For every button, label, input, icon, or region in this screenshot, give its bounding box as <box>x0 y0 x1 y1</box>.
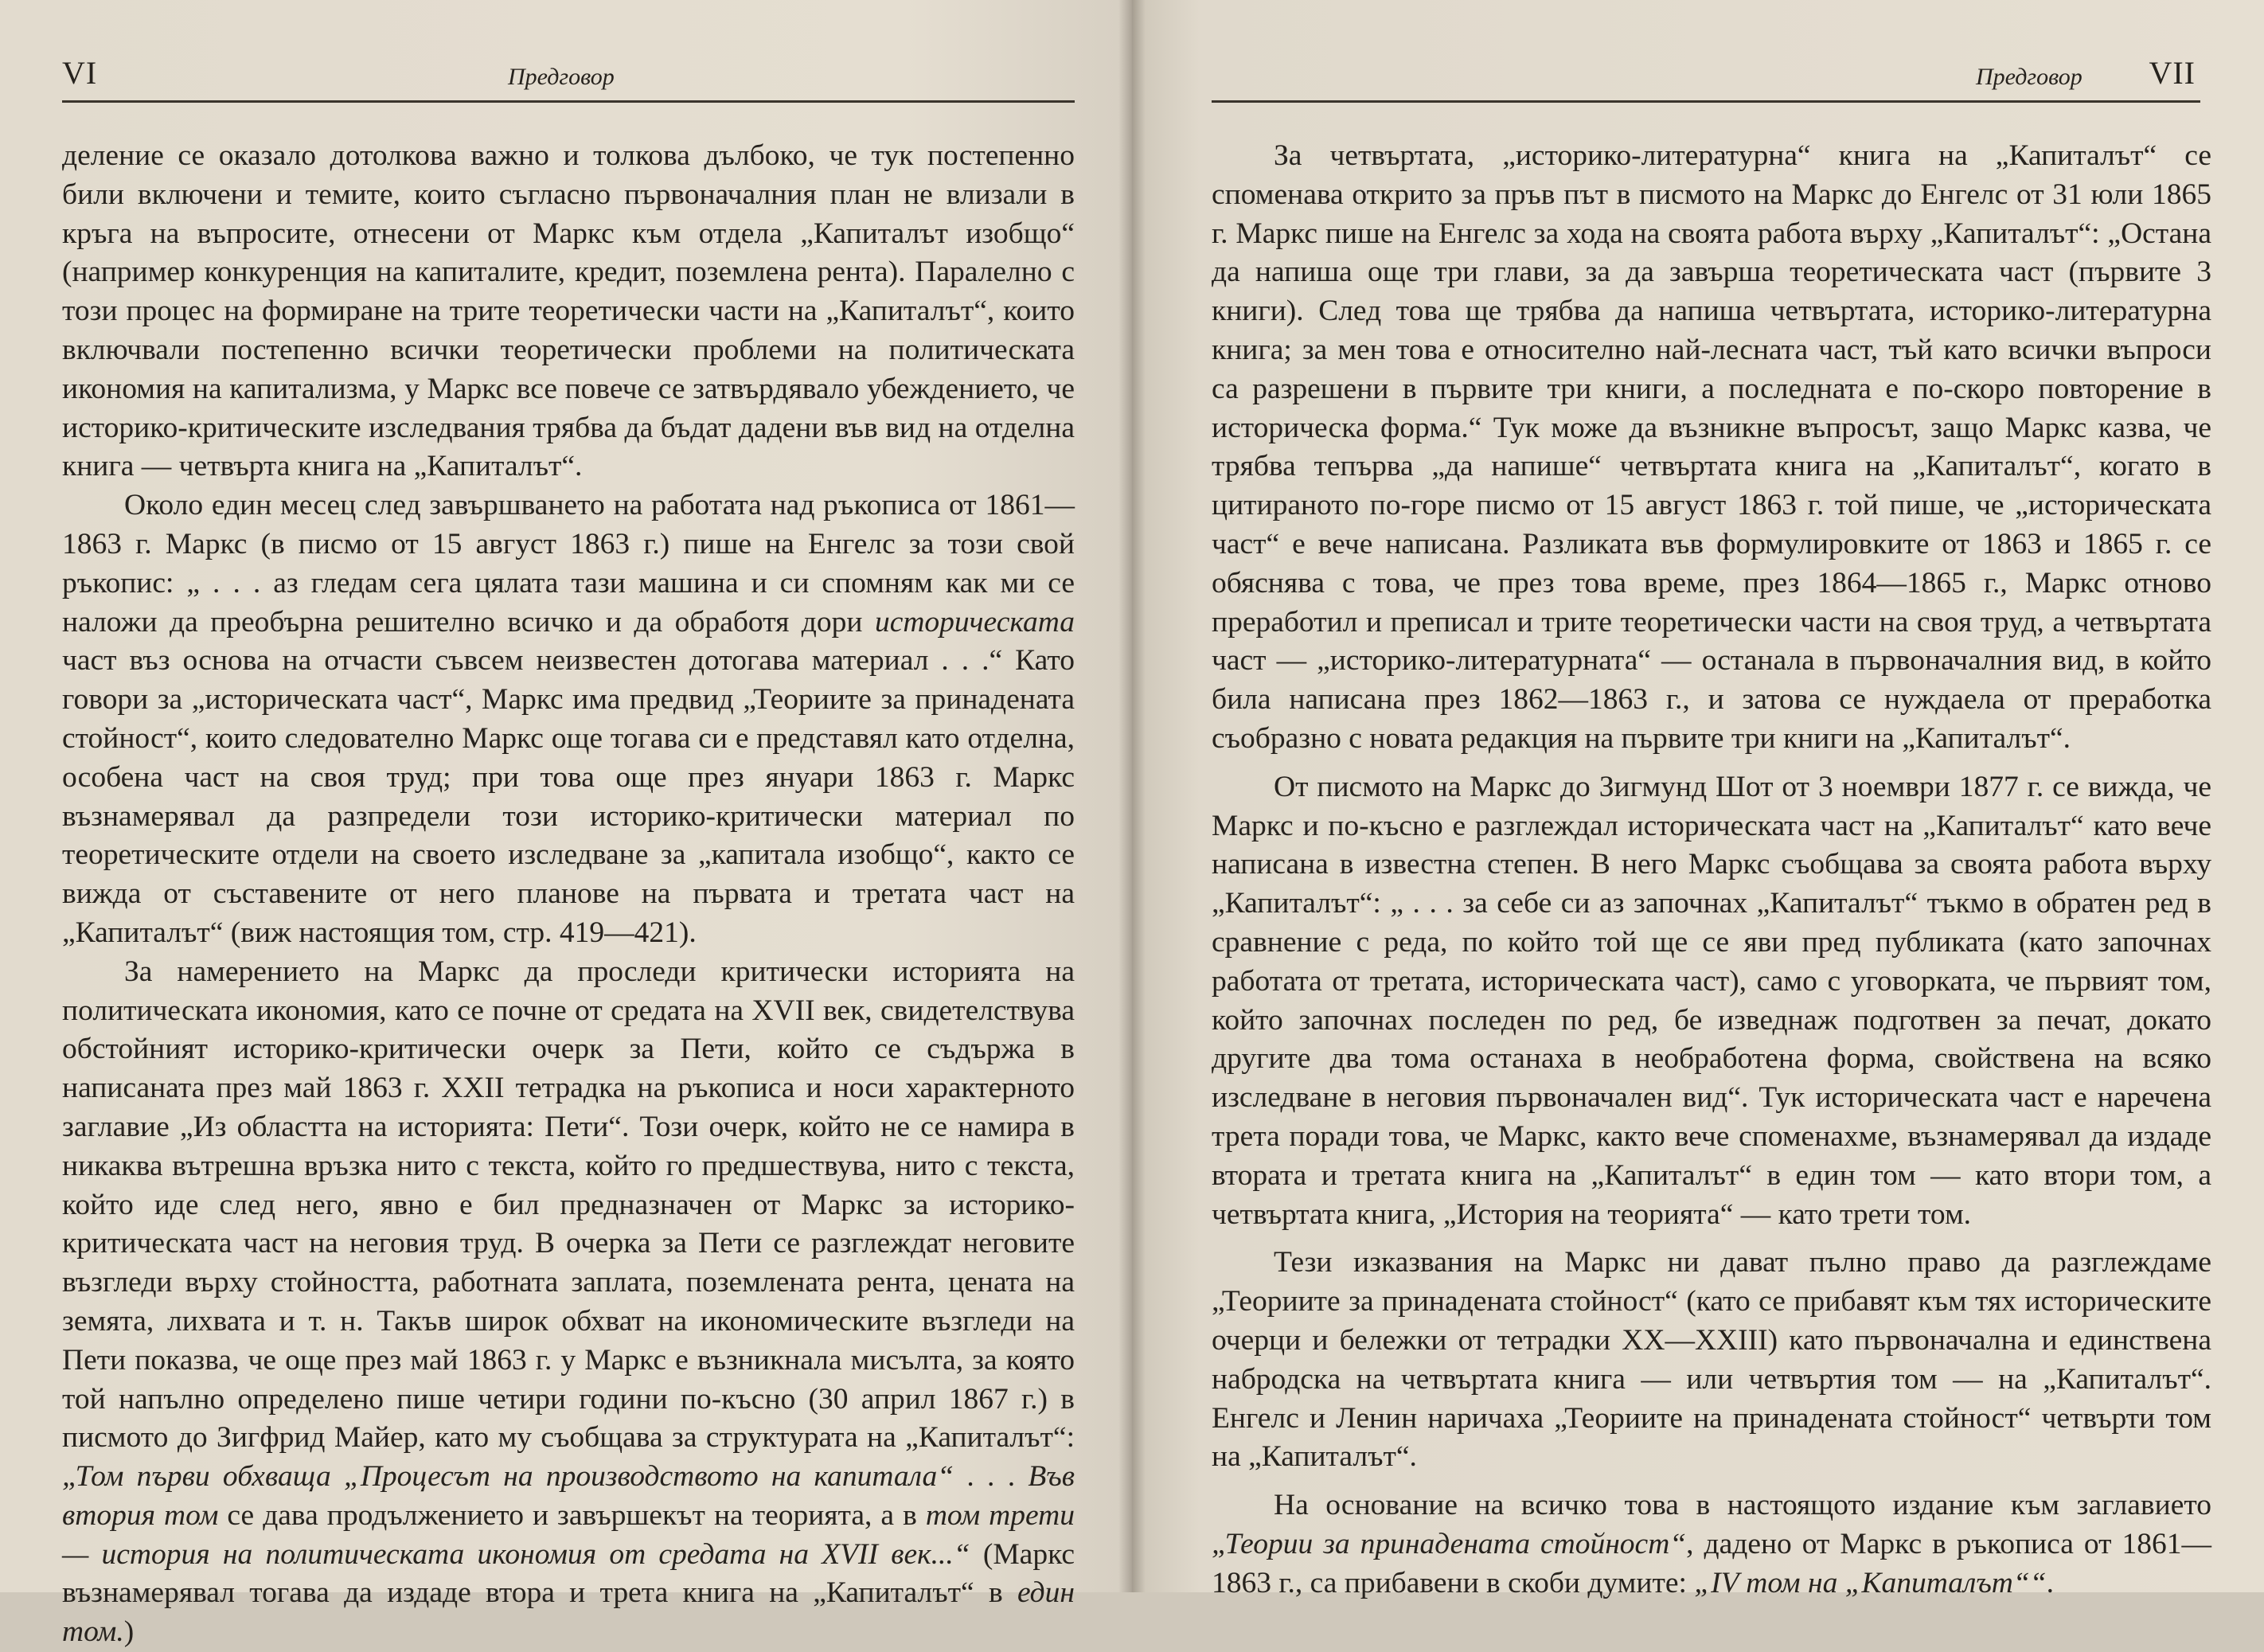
left-page <box>0 0 1132 1649</box>
text-run: От писмото на Маркс до Зигмунд Шот от 3 ноември 1877 г. се вижда, че Маркс и по-късно е разглеждал историческата част на „Капиталът“ като вече написана в известна степен. В него Маркс съобщава за своята работа върху „Капиталът“: „ . . . за себе си аз започнах „Капиталът“ тъкмо в обратен ред в сравнение с реда, по който той ще се яви пред публиката (като започнах работата от третата, историческата част), само с уговорката, че първият том, който започнах последен по ред, бе изведнаж подготвен за печат, докато другите два тома останаха в необработена форма, свойствена на всяко изследване в неговия първоначален вид“. Тук историческата част е наречена трета поради това, че Маркс, както вече споменахме, възнамерявал да издаде втората и третата книга на „Капиталът“ в един том — като втори том, а четвъртата книга, „История на теорията“ — като трети том. <box>1212 770 2211 1231</box>
body-text-left <box>62 137 1075 1652</box>
text-run: част въз основа на отчасти съвсем неизвестен дотогава материал . . .“ Като говори за „историческата част“, Маркс има предвид „Теориите за принадената стойност“, които следователно Маркс още тогава си е представял като отделна, особена част на своя труд; при това още през януари 1863 г. Маркс възнамерявал да разпредели този историко-критически материал по теоретическите отдели на своето изследване за „капитала изобщо“, както се вижда от съставените от него планове на първата и третата част на „Капиталът“ (виж настоящия том, стр. 419—421). <box>62 644 1075 949</box>
text-run: деление се оказало дотолкова важно и толкова дълбоко, че тук постепенно били включени и темите, които съгласно първоначалния план не влизали в кръга на въпросите, отнесени от Маркс към отдела „Капиталът изобщо“ (например конкуренция на капиталите, кредит, поземлена рента). Паралелно с този процес на формиране на трите теоретически части на „Капиталът“, които включвали постепенно всички теоретически проблеми на политическата икономия на капитализма, у Маркс все повече се затвърдявало убеждението, че историко-критическите изследвания трябва да бъдат дадени във вид на отделна книга — четвърта книга на „Капиталът“. <box>62 139 1075 483</box>
running-head-left <box>62 53 1075 103</box>
page-number-right: VII <box>2149 55 2196 91</box>
text-run: За намерението на Маркс да проследи критически историята на политическата икономия, като се почне от средата на XVII век, свидетелствува обстойният историко-критически очерк за Пети, който се съдържа в написаната през май 1863 г. XXII тетрадка на ръкописа и носи характерното заглавие „Из областта на историята: Пети“. Този очерк, който не се намира в никаква вътрешна връзка нито с текста, който го предшествува, нито с текста, който иде след него, явно е бил предназначен от Маркс за историко-критическата част на неговия труд. В очерка за Пети се разглеждат неговите възгледи върху стойността, работната заплата, поземлената рента, цената на земята, лихвата и т. н. Такъв широк обхват на икономическите възгледи на Пети показва, че още през май 1863 г. у Маркс е възникнала мисълта, за която той напълно определено пише четири години по-късно (30 април 1867 г.) в писмото до Зигфрид Майер, като му съобщава за структурата на „Капиталът“: <box>62 955 1075 1455</box>
page-number-left: VI <box>62 55 98 91</box>
paragraph <box>1212 1486 2211 1603</box>
book-gutter-shadow <box>1118 0 1146 1592</box>
italic-run: историческата <box>874 605 1075 639</box>
text-run: , дадено от Маркс в ръкописа от 1861—1863 г., са прибавени в скоби думите: <box>1212 1527 2212 1599</box>
italic-run: „Том първи обхваща „Процесът на производството на капитала“ <box>62 1460 954 1494</box>
running-head-title-left: Предговор <box>508 64 615 90</box>
text-run: се дава продължението и завършекът на теорията, а в <box>218 1498 926 1532</box>
text-run: Около един месец след завършването на работата над ръкописа от 1861—1863 г. Маркс (в писмо от 15 август 1863 г.) пише на Енгелс за този свой ръкопис: „ . . . аз гледам сега цялата тази машина и си спомням как ми се наложи да преобърна решително всичко и да обработя дори <box>62 489 1075 639</box>
italic-run: „Теории за принадената стойност“ <box>1212 1527 1687 1560</box>
paragraph <box>1212 137 2211 759</box>
paragraph <box>1212 768 2211 1235</box>
text-run: (Маркс възнамерявал тогава да издаде втора и трета книга на „Капиталът“ в <box>62 1537 1075 1610</box>
running-head-right <box>1212 53 2200 103</box>
text-run: За четвъртата, „историко-литературна“ книга на „Капиталът“ се споменава открито за пръв път в писмото на Маркс до Енгелс от 31 юли 1865 г. Маркс пише на Енгелс за хода на своята работа върху „Капиталът“: „Остана да напиша още три глави, за да завърша теоретическата част (първите 3 книги). След това ще трябва да напиша четвъртата, историко-литературна книга; за мен това е относително най-лесната част, тъй като всички въпроси са разрешени в първите три книги, а последната е по-скоро повторение в историческа форма.“ Тук може да възникне въпросът, защо Маркс казва, че трябва тепърва „да напише“ четвъртата книга на „Капиталът“, когато в цитираното по-горе писмо от 15 август 1863 г. той пише, че „историческата част“ е вече написана. Разликата във формулировките от 1863 и 1865 г. се обяснява с това, че през това време, през 1864—1865 г., Маркс отново преработил и преписал и трите теоретически части на своя труд, а четвъртата част — „историко-литературната“ — останала в първоначалния вид, в който била написана през 1862—1863 г., и затова се нуждаела от преработка съобразно с новата редакция на първите три книги на „Капиталът“. <box>1212 139 2211 755</box>
text-run: . <box>2046 1566 2054 1599</box>
paragraph <box>62 486 1075 953</box>
running-head-title-right: Предговор <box>1976 64 2082 90</box>
paragraph <box>62 137 1075 486</box>
text-run: Тези изказвания на Маркс ни дават пълно право да разглеждаме „Теориите за принадената стойност“ (като се прибавят към тях историческите очерци и бележки от тетрадки XX—XXIII) като първоначална и единствена набродска на четвъртата книга — или четвъртия том — на „Капиталът“. Енгелс и Ленин наричаха „Теориите на принадената стойност“ четвърти том на „Капиталът“. <box>1212 1246 2211 1474</box>
right-page <box>1132 0 2264 1599</box>
paragraph <box>62 953 1075 1652</box>
text-run: . . . <box>954 1460 1029 1494</box>
body-text-right <box>1212 137 2211 1603</box>
italic-run: том трети — история на политическата икономия от средата на XVII век...“ <box>62 1498 1075 1571</box>
italic-run: „IV том на „Капиталът““ <box>1694 1566 2047 1599</box>
paragraph <box>1212 1244 2211 1477</box>
text-run: ) <box>123 1615 135 1649</box>
italic-run: Във втория том <box>62 1460 1075 1532</box>
text-run: На основание на всичко това в настоящото издание към заглавието <box>1274 1489 2211 1522</box>
italic-run: един том. <box>62 1576 1075 1649</box>
